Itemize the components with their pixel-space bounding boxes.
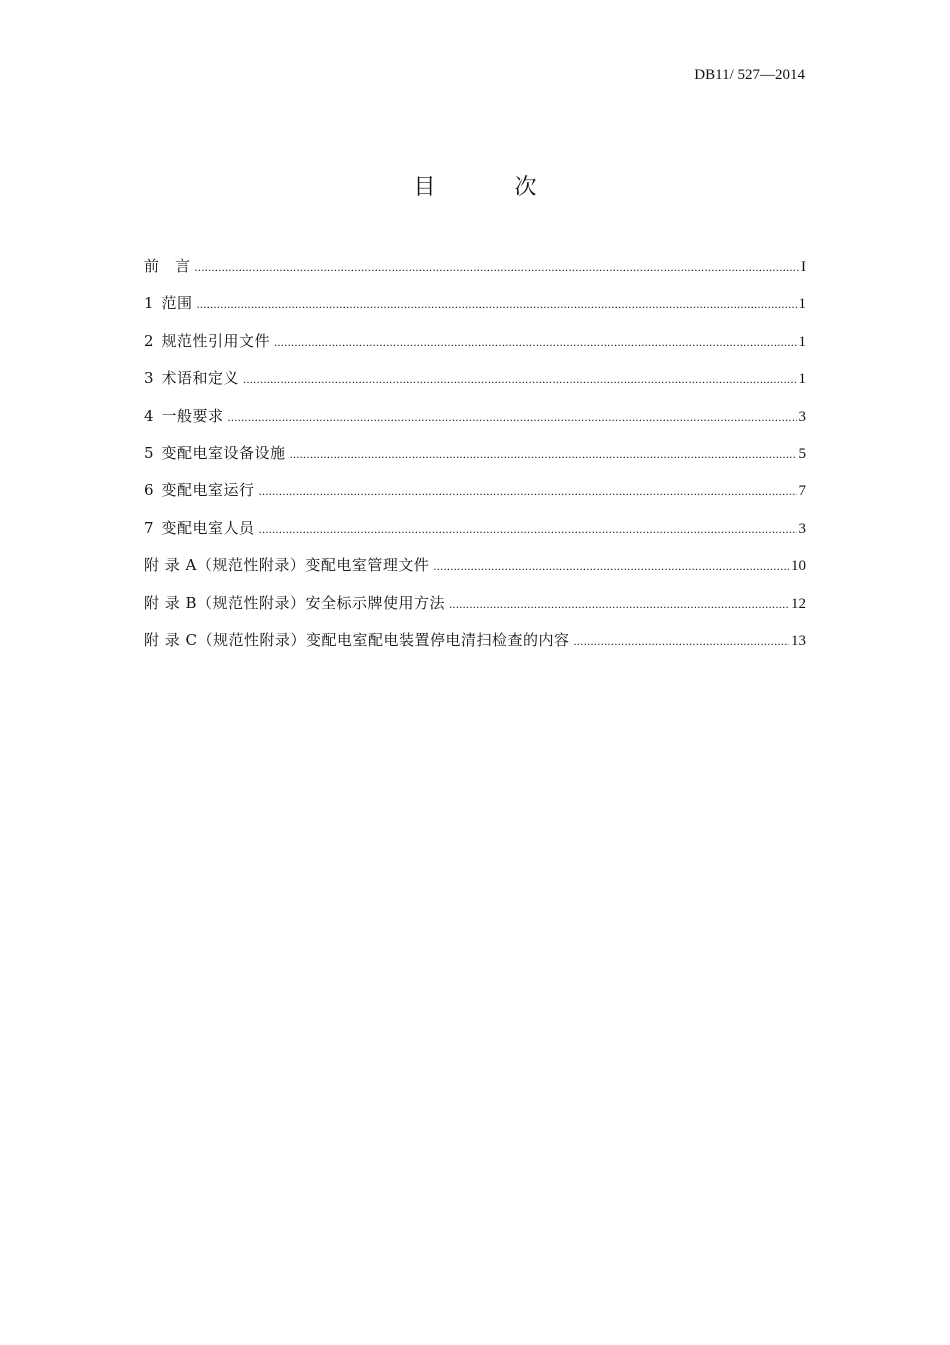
toc-entry-label: 术语和定义 xyxy=(161,369,240,388)
toc-entry-number: 6 xyxy=(144,481,154,500)
toc-entry-page: 1 xyxy=(798,333,806,350)
page-title: 目 次 xyxy=(413,175,573,200)
toc-entry-3[interactable] xyxy=(144,367,806,404)
toc-entry-label: 变配电室运行 xyxy=(161,481,255,500)
toc-entry-4[interactable] xyxy=(144,405,806,442)
toc-entry-appendix-b[interactable] xyxy=(144,592,806,629)
document-code: DB11/ 527—2014 xyxy=(694,67,805,83)
toc-entry-page: 3 xyxy=(798,408,806,425)
toc-entry-appendix-c[interactable] xyxy=(144,629,806,666)
toc-entry-number: 5 xyxy=(144,443,154,462)
toc-entry-1[interactable] xyxy=(144,292,806,329)
dot-leader xyxy=(274,335,796,350)
toc-entry-appendix-a[interactable] xyxy=(144,554,806,591)
dot-leader xyxy=(243,372,796,387)
toc-entry-7[interactable] xyxy=(144,517,806,554)
toc-entry-6[interactable] xyxy=(144,479,806,516)
toc-entry-number: 3 xyxy=(144,369,154,388)
toc-entry-number: 1 xyxy=(144,294,154,313)
dot-leader xyxy=(574,634,789,649)
toc-entry-number: 2 xyxy=(144,331,154,350)
toc-entry-label: 附 录 A（规范性附录）变配电室管理文件 xyxy=(144,556,430,575)
toc-entry-label: 一般要求 xyxy=(161,406,224,425)
dot-leader xyxy=(433,559,789,574)
toc-entry-page: 7 xyxy=(798,483,806,500)
toc-entry-number: 7 xyxy=(144,518,154,537)
toc-entry-page: 10 xyxy=(791,558,806,575)
toc-entry-label: 范围 xyxy=(161,294,193,313)
toc-entry-number: 4 xyxy=(144,406,154,425)
toc-entry-label: 前 言 xyxy=(144,257,191,275)
toc-entry-label: 规范性引用文件 xyxy=(161,331,271,350)
toc-entry-page: 1 xyxy=(798,296,806,313)
dot-leader xyxy=(197,297,797,312)
toc-entry-label: 变配电室人员 xyxy=(161,518,255,537)
toc-entry-label: 附 录 C（规范性附录）变配电室配电装置停电清扫检查的内容 xyxy=(144,630,570,649)
dot-leader xyxy=(449,597,789,612)
toc-entry-page: I xyxy=(801,259,806,275)
dot-leader xyxy=(195,260,799,275)
dot-leader xyxy=(259,484,797,499)
toc-entry-label: 附 录 B（规范性附录）安全标示牌使用方法 xyxy=(144,593,446,612)
toc-entry-5[interactable] xyxy=(144,442,806,479)
dot-leader xyxy=(228,410,797,425)
toc-entry-page: 3 xyxy=(798,520,806,537)
toc-entry-foreword[interactable] xyxy=(144,255,806,292)
toc-entry-page: 5 xyxy=(798,445,806,462)
toc-entry-page: 13 xyxy=(791,632,806,649)
dot-leader xyxy=(259,522,797,537)
dot-leader xyxy=(290,447,797,462)
table-of-contents xyxy=(144,255,806,666)
toc-entry-label: 变配电室设备设施 xyxy=(161,443,286,462)
toc-entry-2[interactable] xyxy=(144,330,806,367)
toc-entry-page: 1 xyxy=(798,371,806,388)
toc-entry-page: 12 xyxy=(791,595,806,612)
